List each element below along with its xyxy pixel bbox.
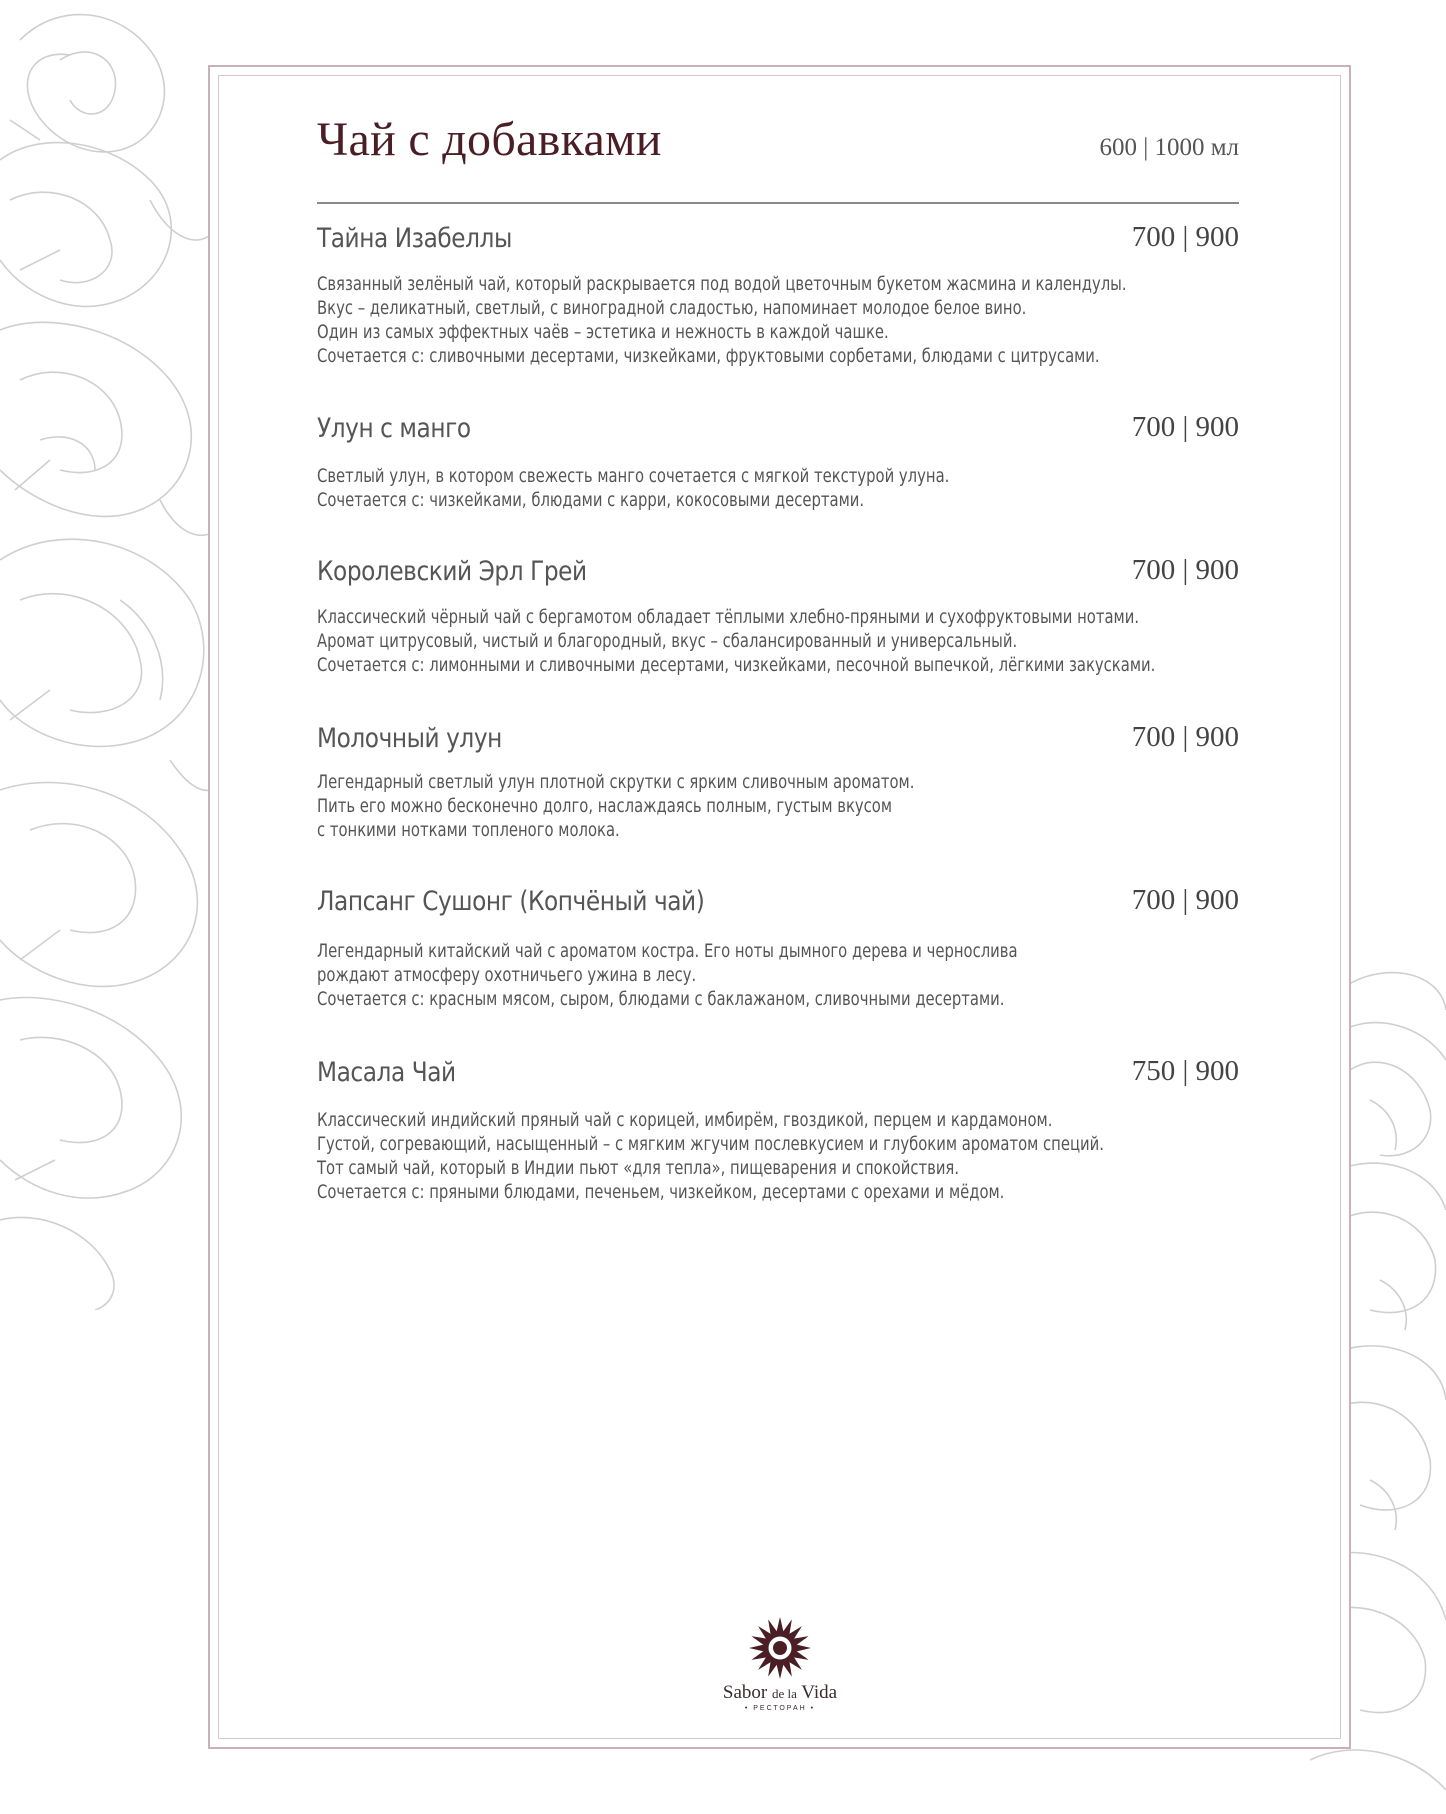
description-line: Классический чёрный чай с бергамотом обладает тёплыми хлебно-пряными и сухофруктовыми нотами. <box>317 607 1140 628</box>
description-line: Сочетается с: лимонными и сливочными десертами, чизкейками, песочной выпечкой, лёгкими закусками. <box>317 655 1156 676</box>
item-price: 700 | 900 <box>1131 554 1239 586</box>
volume-label: 600 | 1000 мл <box>1099 134 1239 161</box>
item-description <box>317 1109 1104 1205</box>
item-name: Масала Чай <box>317 1057 456 1088</box>
item-price: 700 | 900 <box>1131 411 1239 443</box>
description-line: Светлый улун, в котором свежесть манго сочетается с мягкой текстурой улуна. <box>317 466 950 487</box>
description-line: Легендарный светлый улун плотной скрутки с ярким сливочным ароматом. <box>317 772 915 793</box>
item-price: 700 | 900 <box>1131 884 1239 916</box>
item-name: Молочный улун <box>317 723 502 754</box>
description-line: Легендарный китайский чай с ароматом костра. Его ноты дымного дерева и чернослива <box>317 941 1018 962</box>
page-title: Чай с добавками <box>317 113 662 166</box>
floral-decoration-left <box>0 0 230 1310</box>
description-line: Сочетается с: сливочными десертами, чизкейками, фруктовыми сорбетами, блюдами с цитрусами. <box>317 346 1100 367</box>
logo-name-end: Vida <box>801 1682 838 1703</box>
logo-subtitle: • РЕСТОРАН • <box>744 1705 816 1712</box>
item-description <box>317 465 949 513</box>
description-line: Один из самых эффектных чаёв – эстетика и нежность в каждой чашке. <box>317 322 889 343</box>
description-line: Сочетается с: красным мясом, сыром, блюдами с баклажаном, сливочными десертами. <box>317 989 1005 1010</box>
item-description <box>317 940 1018 1012</box>
item-description <box>317 606 1155 678</box>
description-line: Классический индийский пряный чай с корицей, имбирём, гвоздикой, перцем и кардамоном. <box>317 1110 1053 1131</box>
description-line: Связанный зелёный чай, который раскрывается под водой цветочным букетом жасмина и календулы. <box>317 274 1127 295</box>
sun-logo-icon <box>748 1616 812 1680</box>
description-line: с тонкими нотками топленого молока. <box>317 820 620 841</box>
item-name: Лапсанг Сушонг (Копчёный чай) <box>317 886 705 917</box>
item-price: 700 | 900 <box>1131 221 1239 253</box>
item-description <box>317 771 914 843</box>
restaurant-logo <box>700 1616 860 1712</box>
logo-name-small: de la <box>771 1686 797 1701</box>
item-name: Тайна Изабеллы <box>317 223 512 254</box>
description-line: Пить его можно бесконечно долго, наслаждаясь полным, густым вкусом <box>317 796 893 817</box>
description-line: Тот самый чай, который в Индии пьют «для тепла», пищеварения и спокойствия. <box>317 1158 960 1179</box>
item-description <box>317 273 1127 369</box>
logo-wordmark <box>700 1682 860 1704</box>
description-line: Аромат цитрусовый, чистый и благородный, вкус – сбалансированный и универсальный. <box>317 631 1018 652</box>
item-name: Королевский Эрл Грей <box>317 556 587 587</box>
item-price: 700 | 900 <box>1131 721 1239 753</box>
menu-header <box>317 112 1239 204</box>
description-line: Густой, согревающий, насыщенный – с мягким жгучим послевкусием и глубоким ароматом специй. <box>317 1134 1104 1155</box>
logo-name-main: Sabor <box>722 1682 768 1703</box>
description-line: Сочетается с: пряными блюдами, печеньем, чизкейком, десертами с орехами и мёдом. <box>317 1182 1005 1203</box>
description-line: рождают атмосферу охотничьего ужина в лесу. <box>317 965 697 986</box>
item-price: 750 | 900 <box>1131 1055 1239 1087</box>
item-name: Улун с манго <box>317 413 471 444</box>
description-line: Сочетается с: чизкейками, блюдами с карри, кокосовыми десертами. <box>317 490 865 511</box>
description-line: Вкус – деликатный, светлый, с виноградной сладостью, напоминает молодое белое вино. <box>317 298 1027 319</box>
